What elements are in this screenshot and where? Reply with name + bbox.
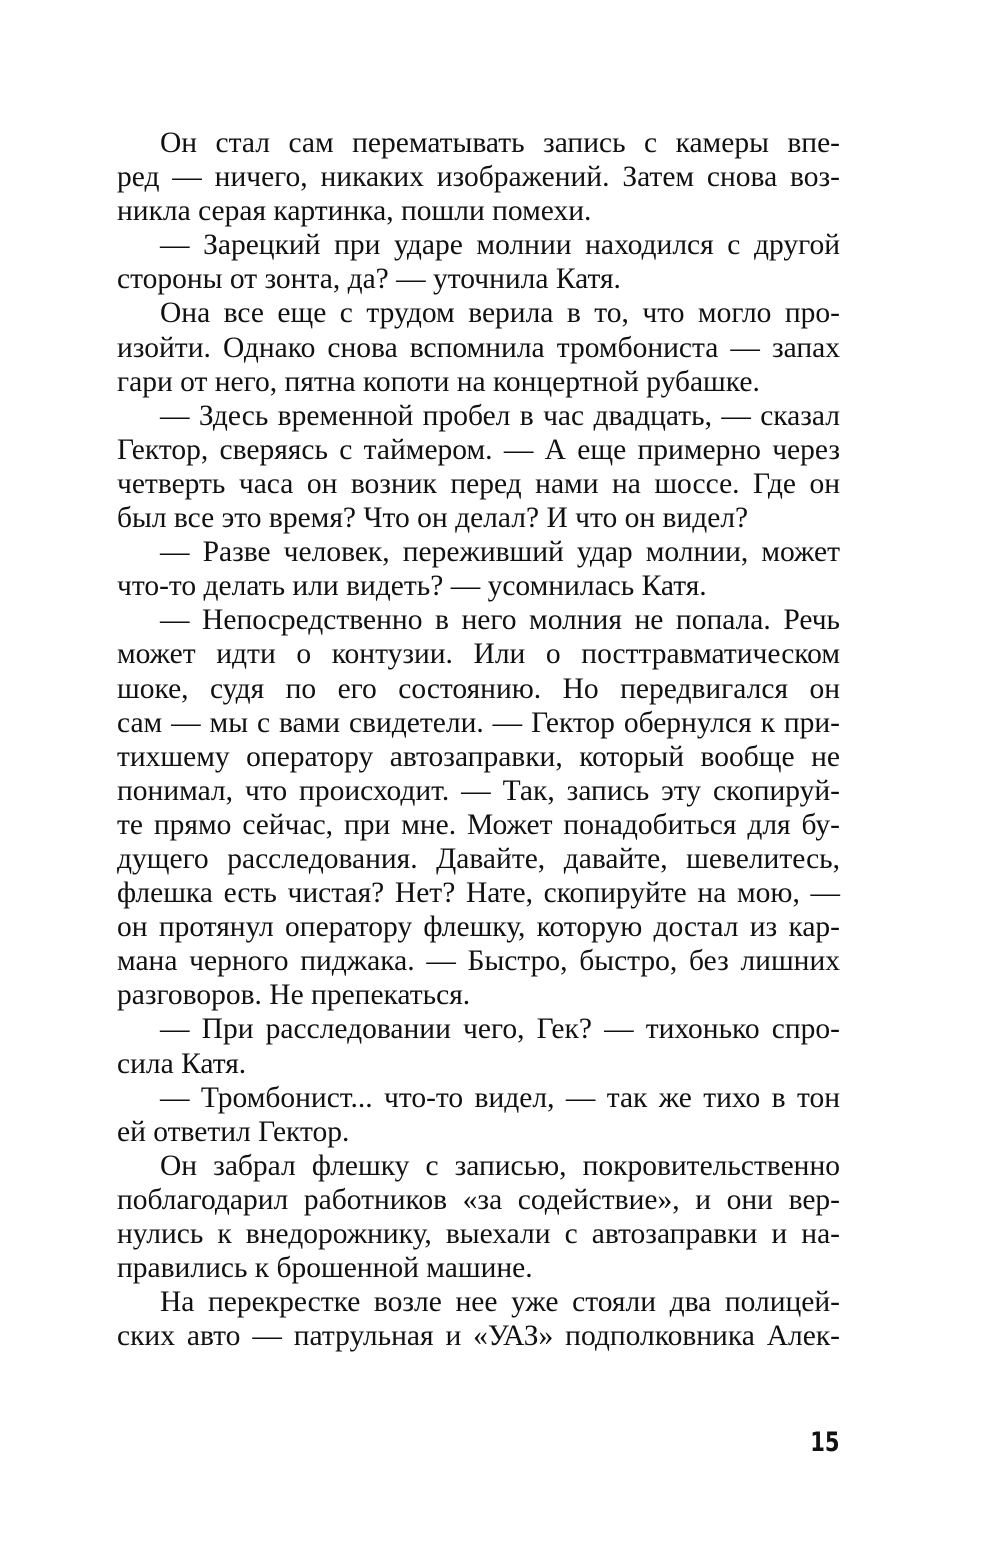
text-line: — Тромбонист... что-то видел, — так же тихо в тон xyxy=(160,1081,840,1114)
text-line: стороны от зонта, да? — уточнила Катя. xyxy=(117,263,621,296)
text-line: шоке, судя по его состоянию. Но передвигался он xyxy=(117,672,840,705)
text-line: — Непосредственно в него молния не попала. Речь xyxy=(160,604,840,637)
text-line: может идти о контузии. Или о посттравматическом xyxy=(117,638,840,671)
text-line: изойти. Однако снова вспомнила тромбониста — запах xyxy=(117,331,840,364)
text-line: что-то делать или видеть? — усомнилась Катя. xyxy=(117,570,707,603)
text-line: Гектор, сверяясь с таймером. — А еще примерно через xyxy=(117,433,840,466)
text-line: Она все еще с трудом верила в то, что могло про- xyxy=(160,297,840,330)
text-line: разговоров. Не препекаться. xyxy=(117,979,471,1012)
page-number: 15 xyxy=(810,1427,840,1458)
text-line: сам — мы с вами свидетели. — Гектор обернулся к при- xyxy=(117,706,840,739)
text-line: тихшему оператору автозаправки, который вообще не xyxy=(117,740,840,773)
text-line: понимал, что происходит. — Так, запись эту скопируй- xyxy=(117,774,840,807)
text-line: ей ответил Гектор. xyxy=(117,1115,350,1148)
text-line: флешка есть чистая? Нет? Нате, скопируйте на мою, — xyxy=(117,877,840,910)
text-line: мана черного пиджака. — Быстро, быстро, без лишних xyxy=(117,945,840,978)
text-line: поблагодарил работников «за содействие», и они вер- xyxy=(117,1183,840,1216)
text-line: Он стал сам перематывать запись с камеры впе- xyxy=(160,127,840,159)
text-line: был все это время? Что он делал? И что он видел? xyxy=(117,502,749,535)
text-line: Он забрал флешку с записью, покровительственно xyxy=(160,1149,840,1182)
text-line: те прямо сейчас, при мне. Может понадобиться для бу- xyxy=(117,808,840,841)
text-line: ских авто — патрульная и «УАЗ» подполковника Алек- xyxy=(117,1320,840,1353)
text-line: правились к брошенной машине. xyxy=(117,1252,533,1285)
text-line: дущего расследования. Давайте, давайте, шевелитесь, xyxy=(117,842,840,875)
text-line: сила Катя. xyxy=(117,1047,247,1080)
text-line: четверть часа он возник перед нами на шоссе. Где он xyxy=(117,467,840,500)
text-line: — Здесь временной пробел в час двадцать, — сказал xyxy=(160,399,840,432)
text-line: ред — ничего, никаких изображений. Затем снова воз- xyxy=(117,161,840,194)
body-text xyxy=(117,126,840,1353)
text-line: никла серая картинка, пошли помехи. xyxy=(117,195,592,228)
text-line: На перекрестке возле нее уже стояли два полицей- xyxy=(160,1286,840,1319)
text-line: он протянул оператору флешку, которую достал из кар- xyxy=(117,911,840,944)
text-line: — При расследовании чего, Гек? — тихонько спро- xyxy=(160,1013,840,1046)
text-line: — Разве человек, переживший удар молнии, может xyxy=(160,536,840,569)
text-line: гари от него, пятна копоти на концертной рубашке. xyxy=(117,365,760,398)
text-line: — Зарецкий при ударе молнии находился с другой xyxy=(160,229,840,262)
text-line: нулись к внедорожнику, выехали с автозаправки и на- xyxy=(117,1218,840,1250)
